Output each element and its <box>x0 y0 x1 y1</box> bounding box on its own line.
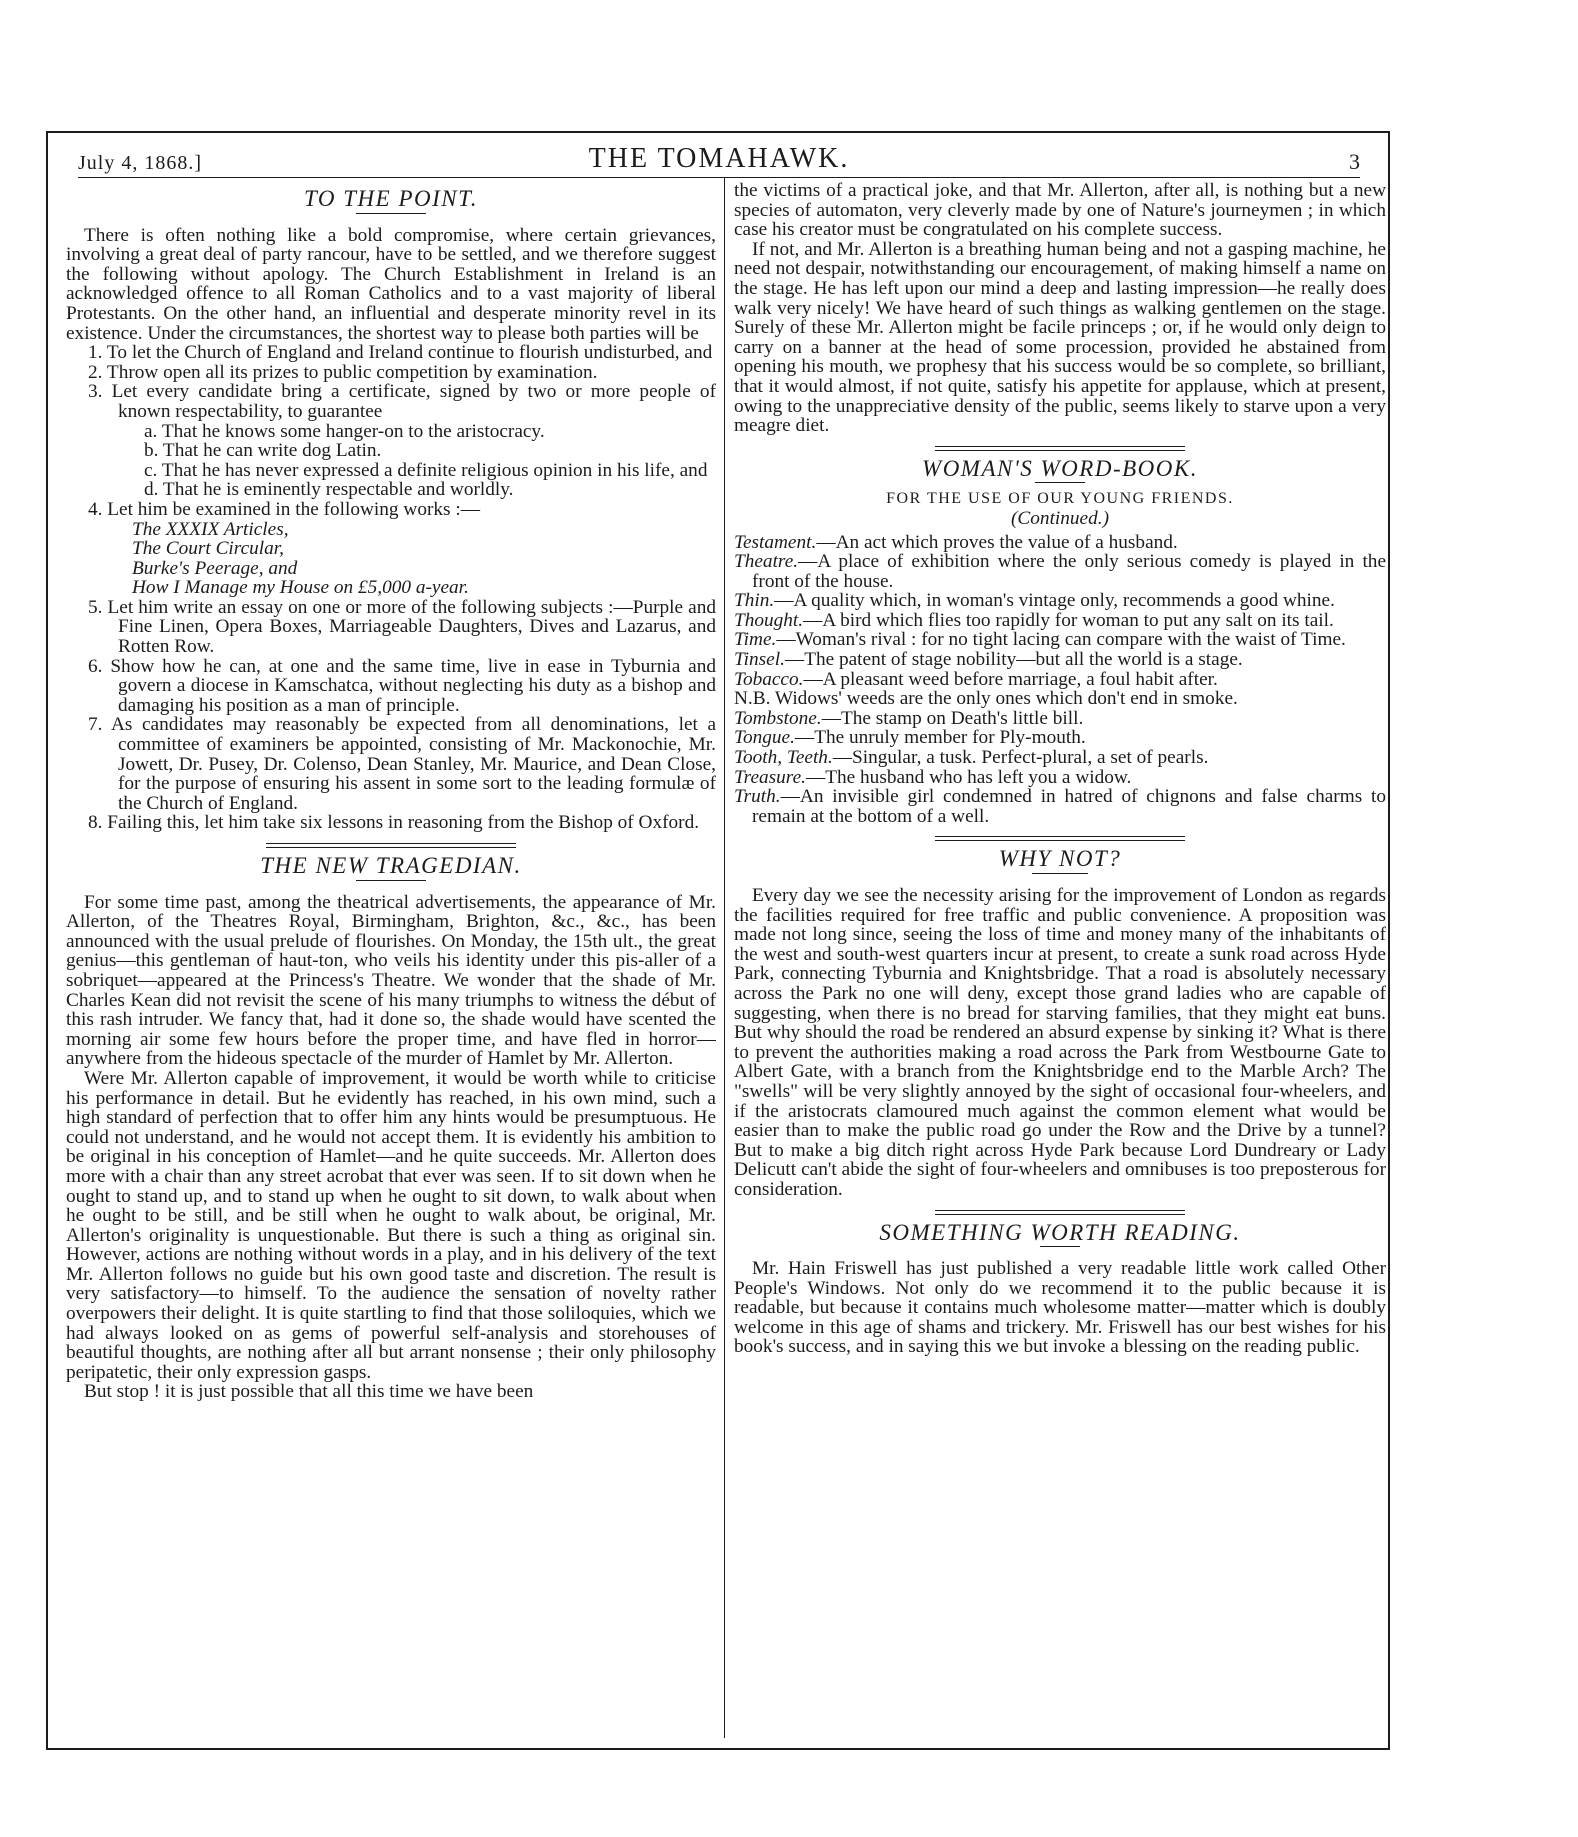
work-title: The Court Circular, <box>132 538 284 560</box>
header-date: July 4, 1868.] <box>78 152 202 174</box>
work-title: How I Manage my House on £5,000 a-year. <box>132 577 469 599</box>
article-paragraph: the victims of a practical joke, and that Mr. Allerton, after all, is nothing but a new species of automaton, very cleverly made by one of Nature's journeymen ; in which case his creator must be congratulated on his complete success. <box>734 181 1386 241</box>
sub-list-item: c. That he has never expressed a definite religious opinion in his life, and <box>144 459 708 481</box>
definition-text: —A pleasant weed before marriage, a foul habit after. <box>803 668 1218 690</box>
list-item: 7. As candidates may reasonably be expected from all denominations, let a committee of examiners be appointed, consisting of Mr. Mackonochie, Mr. Jowett, Dr. Pusey, Dr. Colenso, Dean Stanley, Mr. Maurice, and Dean Close, for the purpose of ensuring his assent in some sort to the leading formulæ of the Church of England. <box>88 714 716 814</box>
article-heading-word-book: WOMAN'S WORD-BOOK. <box>922 455 1198 481</box>
definition-text: —Singular, a tusk. Perfect-plural, a set of pearls. <box>832 747 1209 769</box>
sub-list-item: d. That he is eminently respectable and worldly. <box>144 479 514 501</box>
work-title: Burke's Peerage, and <box>132 557 298 579</box>
list-item: 1. To let the Church of England and Ireland continue to flourish undisturbed, and <box>88 342 713 364</box>
list-item: 5. Let him write an essay on one or more of the following subjects :—Purple and Fine Linen, Opera Boxes, Marriageable Daughters, Dives and Lazarus, and Rotten Row. <box>88 596 716 658</box>
definition-term: Tobacco. <box>734 668 804 690</box>
definition-term: Truth. <box>734 786 781 808</box>
column-divider <box>724 177 725 1738</box>
heading-rule <box>356 213 426 214</box>
article-paragraph: Were Mr. Allerton capable of improvement, it would be worth while to criticise his performance in detail. But he evidently has reached, in his own mind, such a high standard of perfection that to offer him any hints would be presumptuous. He could not understand, and he would not accept them. It is evidently his ambition to be original in his conception of Hamlet—and he quite succeeds. Mr. Allerton does more with a chair than any street acrobat that ever was seen. If to sit down when he ought to stand up, and to stand up when he ought to sit down, to walk about when he ought to be still, and be still when he ought to walk about, be original, Mr. Allerton's originality is unquestionable. But there is such a thing as original sin. However, actions are nothing without words in a play, and in his delivery of the text Mr. Allerton follows no guide but his own good taste and discretion. The result is very satisfactory—to himself. To the audience the sensation of novelty rather overpowers their delight. It is quite startling to find that those soliloquies, which we had always looked on as gems of powerful self-analysis and storehouses of beautiful thoughts, are nothing after all but arrant nonsense ; their only philosophy peripatetic, their only expression gasps. <box>66 1067 716 1383</box>
definition-text: —A bird which flies too rapidly for woman to put any salt on its tail. <box>803 609 1334 631</box>
definition-entry <box>734 630 1386 650</box>
sub-list-item: b. That he can write dog Latin. <box>144 440 382 462</box>
definition-term: Tooth, Teeth. <box>734 747 833 769</box>
definition-text: —The stamp on Death's little bill. <box>821 707 1084 729</box>
definitions-list <box>734 533 1386 827</box>
article-paragraph: Every day we see the necessity arising for the improvement of London as regards the facilities required for free traffic and public convenience. A proposition was made not long since, seeing the loss of time and money many of the inhabitants of the west and south-west quarters incur at present, to create a sunk road across Hyde Park, connecting Tyburnia and Knightsbridge. That a road is absolutely necessary across the Park no one will deny, except those grand ladies who are capable of suggesting, when there is no bread for starving families, that they might eat buns. But why should the road be rendered an absurd expense by sinking it? What is there to prevent the authorities making a road across the Park from Westbourne Gate to Albert Gate, with a branch from the Knightsbridge end to the Marble Arch? The "swells" will be very slightly annoyed by the sight of occasional four-wheelers, and if the aristocrats clamoured much against the common element what would be easier than to make the public road go under the Row and the Drive by a tunnel? But to make a big ditch right across Hyde Park because Lord Dundreary or Lady Delicutt can't abide the sight of four-wheelers and omnibuses is too preposterous for consideration. <box>734 885 1386 1200</box>
definition-term: Time. <box>734 629 777 651</box>
definition-text: —An invisible girl condemned in hatred of chignons and false charms to remain at the bottom of a well. <box>752 786 1386 827</box>
definition-term: Testament. <box>734 531 817 553</box>
definition-entry <box>734 552 1386 591</box>
header-title: THE TOMAHAWK. <box>588 143 850 174</box>
definition-text: —The patent of stage nobility—but all the world is a stage. <box>784 649 1243 671</box>
definition-term: Thin. <box>734 590 775 612</box>
list-item: 8. Failing this, let him take six lessons in reasoning from the Bishop of Oxford. <box>88 812 700 834</box>
definition-text: N.B. Widows' weeds are the only ones which don't end in smoke. <box>734 688 1238 710</box>
definition-entry <box>734 728 1386 748</box>
list-item: 3. Let every candidate bring a certificate, signed by two or more people of known respectability, to guarantee <box>88 381 716 422</box>
definition-entry <box>734 533 1386 553</box>
continued-note: (Continued.) <box>1011 507 1109 529</box>
heading-rule <box>356 880 426 881</box>
page-header <box>78 139 1360 175</box>
definition-entry <box>734 787 1386 826</box>
article-heading-new-tragedian: THE NEW TRAGEDIAN. <box>260 853 522 878</box>
work-title: The XXXIX Articles, <box>132 518 289 540</box>
definition-text: —A place of exhibition where the only serious comedy is played in the front of the house. <box>752 551 1386 592</box>
heading-rule <box>1035 482 1085 483</box>
article-heading-to-the-point: TO THE POINT. <box>304 186 478 211</box>
definition-entry <box>734 650 1386 670</box>
heading-rule <box>1040 1246 1080 1247</box>
list-item: 6. Show how he can, at one and the same time, live in ease in Tyburnia and govern a diocese in Kamschatca, without neglecting his duty as a bishop and damaging his position as a man of principle. <box>88 655 716 716</box>
section-divider <box>935 836 1185 841</box>
section-divider <box>266 843 516 848</box>
definition-text: —Woman's rival : for no tight lacing can compare with the waist of Time. <box>776 629 1346 651</box>
article-paragraph: But stop ! it is just possible that all this time we have been <box>84 1381 534 1403</box>
list-item: 2. Throw open all its prizes to public competition by examination. <box>88 361 598 383</box>
article-paragraph: If not, and Mr. Allerton is a breathing human being and not a gasping machine, he need not despair, notwithstanding our encouragement, of making himself a name on the stage. He has left upon our mind a deep and lasting impression—he really does walk very nicely! We have heard of such things as walking gentlemen on the stage. Surely of these Mr. Allerton might be facile princeps ; or, if he would only deign to carry on a banner at the head of some procession, provided he abstained from opening his mouth, we prophesy that his success would be so complete, so brilliant, that it would almost, if not quite, satisfy his appetite for applause, which at present, owing to the unappreciative density of the public, seems likely to starve upon a very meagre diet. <box>734 238 1386 437</box>
word-book-subtitle: FOR THE USE OF OUR YOUNG FRIENDS. <box>886 490 1234 508</box>
definition-text: —An act which proves the value of a husband. <box>816 531 1178 553</box>
sub-list-item: a. That he knows some hanger-on to the aristocracy. <box>144 420 545 442</box>
definition-text: —The unruly member for Ply-mouth. <box>794 727 1086 749</box>
article-paragraph: There is often nothing like a bold compromise, where certain grievances, involving a great deal of party rancour, have to be settled, and we therefore suggest the following without apology. The Church Establishment in Ireland is an acknowledged offence to all Roman Catholics and to a vast majority of liberal Protestants. On the other hand, an influential and desperate minority revel in its existence. Under the circumstances, the shortest way to please both parties will be <box>66 224 716 344</box>
article-heading-worth-reading: SOMETHING WORTH READING. <box>879 1219 1241 1245</box>
right-column <box>734 181 1386 1736</box>
article-heading-why-not: WHY NOT? <box>998 846 1122 872</box>
article-paragraph: For some time past, among the theatrical advertisements, the appearance of Mr. Allerton, of the Theatres Royal, Birmingham, Brighton, &c., &c., has been announced with the usual prelude of flourishes. On Monday, the 15th ult., the great genius—this gentleman of haut-ton, who veils his identity under this pis-aller of a sobriquet—appeared at the Princess's Theatre. We wonder that the shade of Mr. Charles Kean did not revisit the scene of his many triumphs to witness the début of this rash intruder. We fancy that, had it done so, the shade would have scented the morning air some few hours before the proper time, and have fled in horror—anywhere from the hideous spectacle of the murder of Hamlet by Mr. Allerton. <box>66 891 716 1070</box>
list-item: 4. Let him be examined in the following works :— <box>88 498 480 520</box>
definition-text: —The husband who has left you a widow. <box>805 766 1132 788</box>
article-paragraph: Mr. Hain Friswell has just published a very readable little work called Other People's Windows. Not only do we recommend it to the public because it is readable, but because it contains much wholesome matter—matter which is doubly welcome in this age of shams and trickery. Mr. Friswell has our best wishes for his book's success, and in saying this we but invoke a blessing on the reading public. <box>734 1258 1386 1358</box>
section-divider <box>935 1210 1185 1215</box>
header-rule <box>78 177 1360 178</box>
definition-entry <box>734 709 1386 729</box>
left-column <box>66 181 716 1736</box>
definition-term: Tongue. <box>734 727 795 749</box>
header-page-number: 3 <box>1349 149 1360 174</box>
definition-entry <box>734 591 1386 611</box>
definition-text: —A quality which, in woman's vintage only, recommends a good whine. <box>774 590 1335 612</box>
definition-entry <box>734 670 1386 690</box>
definition-term: Tombstone. <box>734 707 822 729</box>
definition-entry <box>734 768 1386 788</box>
definition-term: Tinsel. <box>734 649 785 671</box>
newspaper-page <box>46 131 1390 1750</box>
definition-entry <box>734 748 1386 768</box>
section-divider <box>935 446 1185 451</box>
definition-term: Thought. <box>734 609 804 631</box>
definition-entry <box>734 611 1386 631</box>
definition-term: Treasure. <box>734 766 806 788</box>
definition-term: Theatre. <box>734 551 799 573</box>
definition-entry <box>734 689 1386 709</box>
heading-rule <box>1032 873 1088 874</box>
